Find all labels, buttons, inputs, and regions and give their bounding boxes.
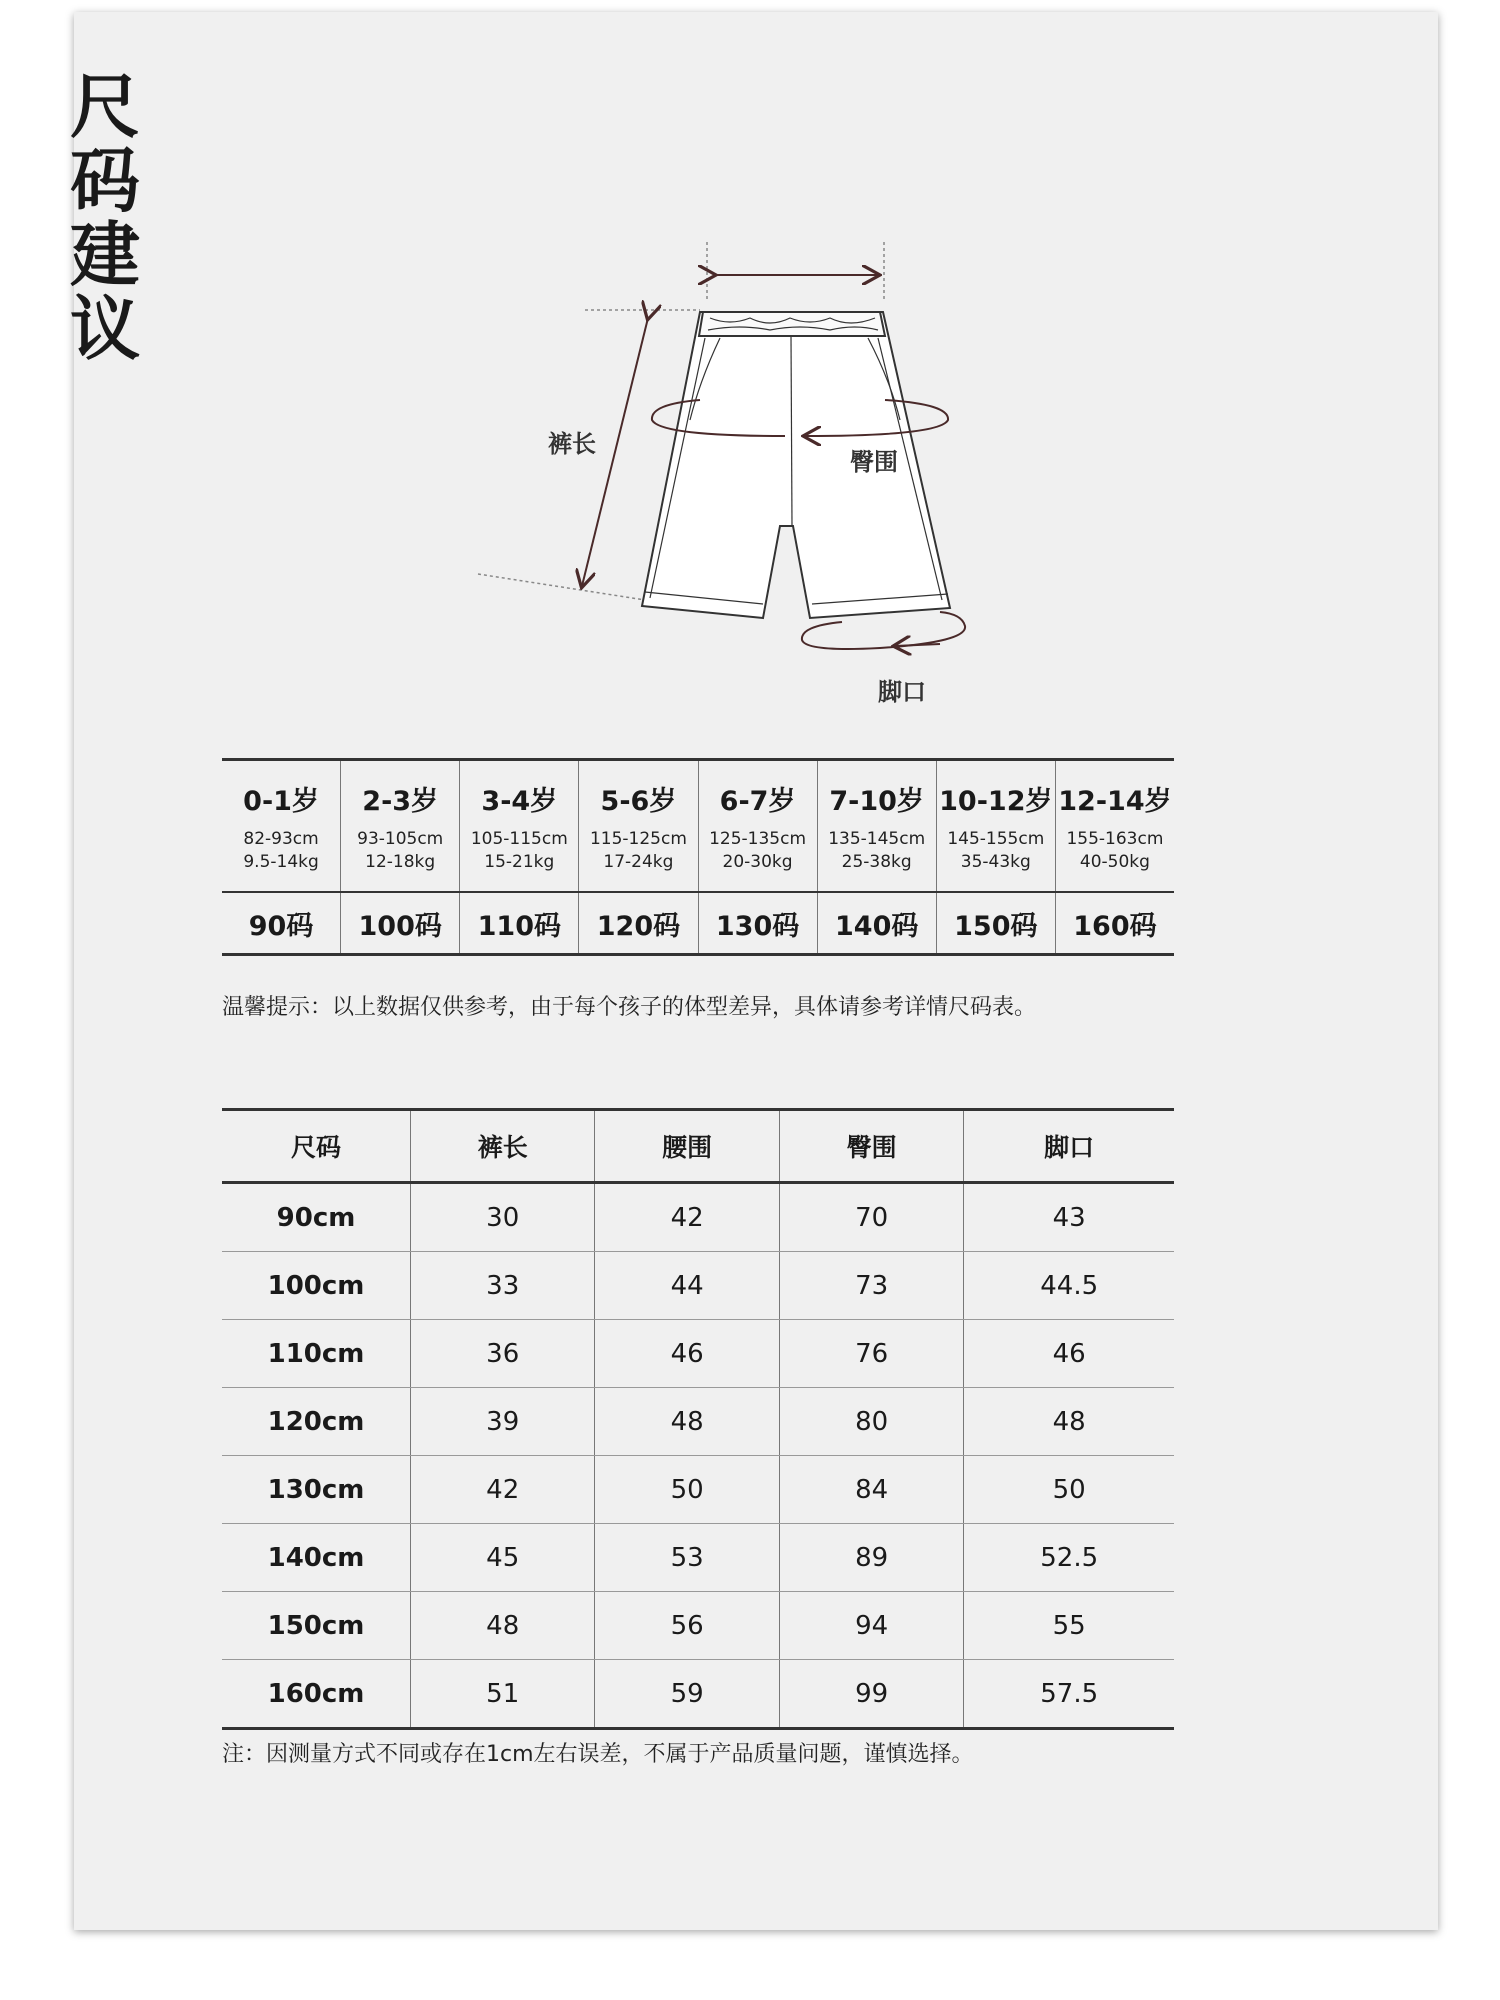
- size-code-cell: [1056, 893, 1174, 953]
- cell-length: 51: [411, 1660, 595, 1729]
- shorts-outline: [642, 312, 950, 618]
- cell-length: 45: [411, 1524, 595, 1592]
- cell-hip: 73: [779, 1252, 963, 1320]
- cell-waist: 56: [595, 1592, 779, 1660]
- table-row: [222, 1320, 1174, 1388]
- age-cell: [699, 761, 818, 891]
- header-hem: 脚口: [964, 1110, 1174, 1183]
- size-code: 140码: [835, 910, 919, 942]
- shorts-diagram: [0, 0, 1500, 760]
- cell-hip: 80: [779, 1388, 963, 1456]
- size-code: 130码: [715, 910, 800, 942]
- age-label: 6-7岁: [719, 785, 796, 817]
- cell-size: 150cm: [222, 1592, 411, 1660]
- age-cell: [937, 761, 1056, 891]
- measurement-table: [222, 1108, 1174, 1730]
- age-cell: [579, 761, 698, 891]
- height-range: 145-155cm: [947, 828, 1045, 849]
- cell-length: 36: [411, 1320, 595, 1388]
- title-char: 建: [70, 214, 140, 296]
- title-char: 尺: [70, 66, 140, 148]
- length-guide-bottom: [478, 574, 645, 600]
- cell-waist: 53: [595, 1524, 779, 1592]
- cell-size: 130cm: [222, 1456, 411, 1524]
- size-code: 100码: [358, 910, 442, 942]
- size-code-cell: [699, 893, 818, 953]
- age-label: 5-6岁: [600, 785, 677, 817]
- cell-hip: 99: [779, 1660, 963, 1729]
- cell-hem: 44.5: [964, 1252, 1174, 1320]
- cell-size: 110cm: [222, 1320, 411, 1388]
- height-range: 115-125cm: [589, 828, 687, 849]
- weight-range: 17-24kg: [603, 851, 674, 872]
- age-cell: [1056, 761, 1174, 891]
- tip-text: 温馨提示：以上数据仅供参考，由于每个孩子的体型差异，具体请参考详情尺码表。: [222, 995, 1037, 1020]
- weight-range: 12-18kg: [365, 851, 436, 872]
- size-code-cell: [937, 893, 1056, 953]
- table-row: [222, 1592, 1174, 1660]
- cell-waist: 59: [595, 1660, 779, 1729]
- header-length: 裤长: [411, 1110, 595, 1183]
- height-range: 93-105cm: [357, 828, 444, 849]
- cell-hem: 52.5: [964, 1524, 1174, 1592]
- table-row: [222, 1252, 1174, 1320]
- hip-label: 臀围: [850, 448, 898, 476]
- cell-hem: 48: [964, 1388, 1174, 1456]
- height-range: 105-115cm: [470, 828, 568, 849]
- size-code-cell: [579, 893, 698, 953]
- cell-length: 42: [411, 1456, 595, 1524]
- age-cell: [460, 761, 579, 891]
- table-row: [222, 1456, 1174, 1524]
- size-code-cell: [460, 893, 579, 953]
- cell-waist: 48: [595, 1388, 779, 1456]
- cell-hem: 50: [964, 1456, 1174, 1524]
- weight-range: 20-30kg: [722, 851, 793, 872]
- cell-hem: 57.5: [964, 1660, 1174, 1729]
- cell-size: 140cm: [222, 1524, 411, 1592]
- cell-size: 160cm: [267, 1678, 365, 1709]
- cell-hem: 55: [964, 1592, 1174, 1660]
- cell-size: 90cm: [222, 1183, 411, 1252]
- cell-size: 100cm: [222, 1252, 411, 1320]
- cell-hip: 70: [779, 1183, 963, 1252]
- age-row: [222, 761, 1174, 893]
- cell-hip: 76: [779, 1320, 963, 1388]
- cell-waist: 50: [595, 1456, 779, 1524]
- age-label: 12-14岁: [1058, 785, 1172, 817]
- height-range: 135-145cm: [828, 828, 926, 849]
- cell-length: 30: [411, 1183, 595, 1252]
- weight-range: 15-21kg: [484, 851, 555, 872]
- title-char: 码: [70, 140, 140, 222]
- hem-arrow: [895, 644, 940, 646]
- size-code: 120码: [596, 910, 681, 942]
- cell-length: 33: [411, 1252, 595, 1320]
- cell-hem: 46: [964, 1320, 1174, 1388]
- size-code: 160码: [1073, 910, 1157, 942]
- cell-waist: 44: [595, 1252, 779, 1320]
- weight-range: 9.5-14kg: [243, 851, 319, 872]
- cell-length: 39: [411, 1388, 595, 1456]
- hem-label: 脚口: [878, 678, 926, 706]
- weight-range: 35-43kg: [960, 851, 1031, 872]
- cell-hip: 89: [779, 1524, 963, 1592]
- age-label: 7-10岁: [829, 785, 924, 817]
- size-code-row: [222, 893, 1174, 953]
- weight-range: 25-38kg: [841, 851, 912, 872]
- size-code-cell: [341, 893, 460, 953]
- height-range: 125-135cm: [709, 828, 807, 849]
- size-code: 110码: [477, 910, 561, 942]
- cell-size: 120cm: [222, 1388, 411, 1456]
- header-hip: 臀围: [779, 1110, 963, 1183]
- table-header-row: [222, 1110, 1174, 1183]
- weight-range: 40-50kg: [1079, 851, 1150, 872]
- height-range: 82-93cm: [243, 828, 319, 849]
- age-cell: [222, 761, 341, 891]
- cell-hem: 43: [964, 1183, 1174, 1252]
- header-waist: 腰围: [595, 1110, 779, 1183]
- size-code-cell: [818, 893, 937, 953]
- age-cell: [818, 761, 937, 891]
- size-recommendation-grid: [222, 758, 1174, 956]
- cell-hip: 84: [779, 1456, 963, 1524]
- cell-waist: 46: [595, 1320, 779, 1388]
- height-range: 155-163cm: [1066, 828, 1164, 849]
- age-label: 3-4岁: [481, 785, 558, 817]
- table-row: [222, 1660, 1174, 1729]
- cell-length: 48: [411, 1592, 595, 1660]
- table-row: [222, 1183, 1174, 1252]
- note-text: 注：因测量方式不同或存在1cm左右误差，不属于产品质量问题，谨慎选择。: [222, 1742, 974, 1767]
- cell-waist: 42: [595, 1183, 779, 1252]
- size-code: 90码: [248, 910, 314, 942]
- age-label: 0-1岁: [243, 785, 319, 817]
- length-label: 裤长: [548, 430, 596, 458]
- table-row: [222, 1524, 1174, 1592]
- header-size: 尺码: [222, 1110, 411, 1183]
- size-code-cell: [222, 893, 341, 953]
- age-cell: [341, 761, 460, 891]
- cell-hip: 94: [779, 1592, 963, 1660]
- age-label: 2-3岁: [362, 785, 439, 817]
- age-label: 10-12岁: [939, 785, 1053, 817]
- title-char: 议: [70, 288, 140, 370]
- size-code: 150码: [954, 910, 1038, 942]
- table-row: [222, 1388, 1174, 1456]
